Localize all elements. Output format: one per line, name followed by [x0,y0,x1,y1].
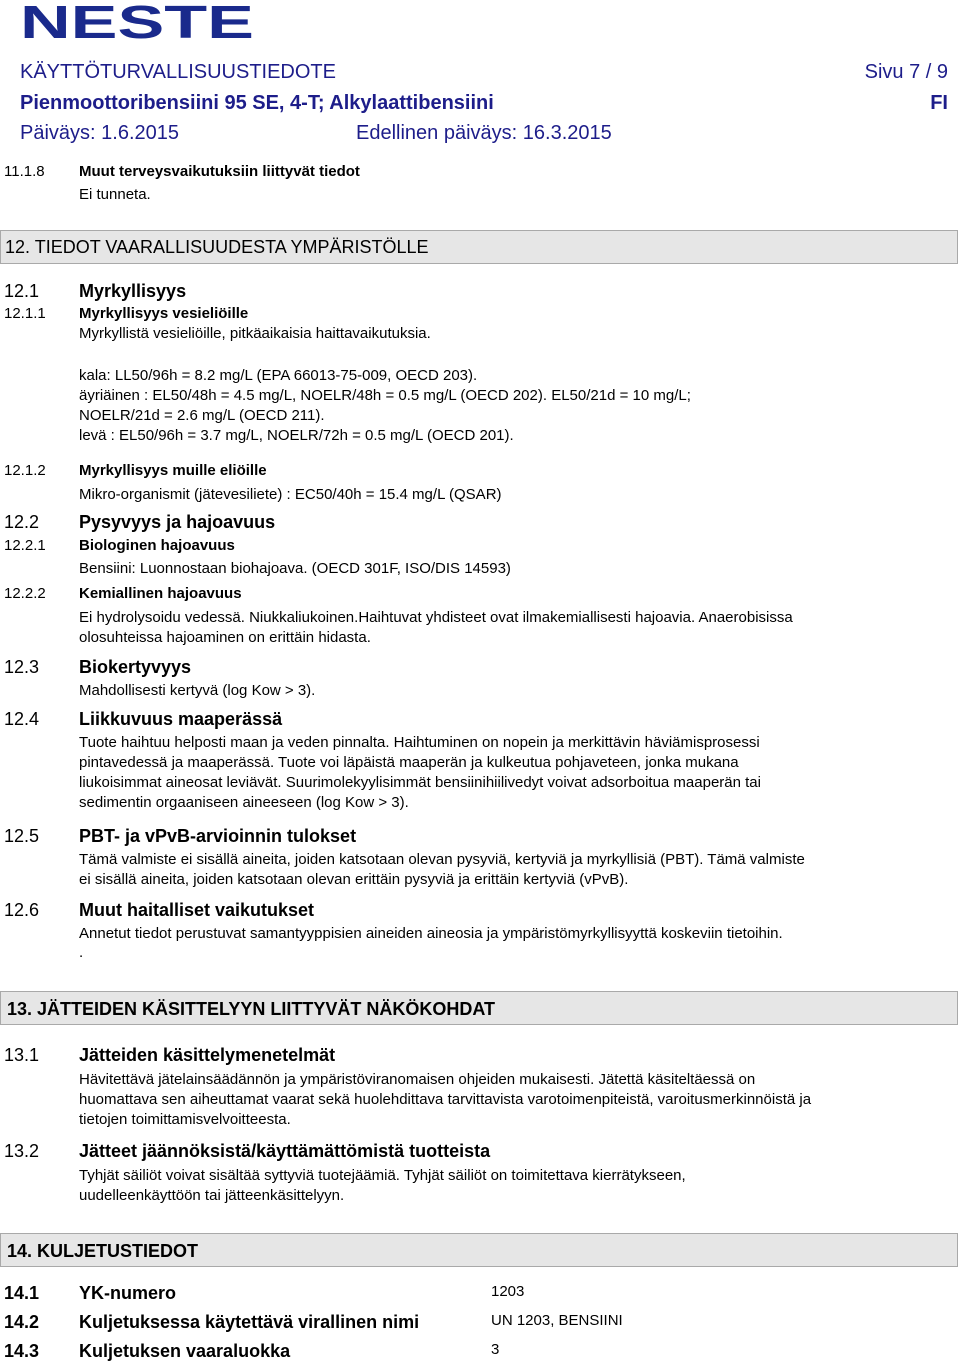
section-number: 13.2 [4,1141,40,1161]
paragraph-line: huomattava sen aiheuttamat vaarat sekä huolehdittava tarvittavista varotoimenpiteistä, varoitusmerkinnöistä ja [79,1091,812,1108]
paragraph: Mahdollisesti kertyvä (log Kow > 3). [79,682,316,699]
paragraph: Bensiini: Luonnostaan biohajoava. (OECD 301F, ISO/DIS 14593) [79,560,511,577]
un-number-value: 1203 [491,1283,525,1300]
issue-date: Päiväys: 1.6.2015 [20,122,179,144]
paragraph-line: äyriäinen : EL50/48h = 4.5 mg/L, NOELR/48h = 0.5 mg/L (OECD 202). EL50/21d = 10 mg/L; [79,387,691,404]
section-number: 12.1 [4,281,40,301]
paragraph-line: kala: LL50/96h = 8.2 mg/L (EPA 66013-75-009, OECD 203). [79,367,478,384]
section-12-title: 12. TIEDOT VAARALLISUUDESTA YMPÄRISTÖLLE [5,237,429,257]
paragraph: Mikro-organismit (jätevesiliete) : EC50/40h = 15.4 mg/L (QSAR) [79,486,502,503]
section-number: 14.1 [4,1283,40,1303]
section-number: 12.5 [4,826,40,846]
section-number: 12.2.2 [4,585,46,602]
paragraph-line: Tuote haihtuu helposti maan ja veden pinnalta. Haihtuminen on nopein ja merkittävin häviämisprosessi [79,734,760,751]
heading-mobility: Liikkuvuus maaperässä [79,709,283,729]
section-number: 12.3 [4,657,40,677]
paragraph-line: Ei hydrolysoidu vedessä. Niukkaliukoinen.Haihtuvat yhdisteet ovat ilmakemiallisesti hajoavia. Anaerobisissa [79,609,793,626]
language-code: FI [930,92,948,114]
section-13-title: 13. JÄTTEIDEN KÄSITTELYYN LIITTYVÄT NÄKÖKOHDAT [7,999,496,1019]
paragraph-line: olosuhteissa hajoaminen on erittäin hidasta. [79,629,371,646]
subsection-title: Muut terveysvaikutuksiin liittyvät tiedot [79,163,360,180]
paragraph-line: sedimentin orgaaniseen aineeseen (log Kow > 3). [79,794,409,811]
paragraph-line: uudelleenkäyttöön tai jätteenkäsittelyyn. [79,1187,345,1204]
previous-date: Edellinen päiväys: 16.3.2015 [356,122,612,144]
paragraph-line: tietojen toimittamisvelvoitteesta. [79,1111,291,1128]
section-number: 12.1.1 [4,305,46,322]
section-13-header [0,991,958,1025]
section-number: 14.3 [4,1341,40,1361]
paragraph-line: Tämä valmiste ei sisällä aineita, joiden katsotaan olevan pysyviä, kertyviä ja myrkyllisiä (PBT). Tämä valmiste [79,851,805,868]
heading-waste-methods: Jätteiden käsittelymenetelmät [79,1045,336,1065]
section-number: 12.6 [4,900,40,920]
heading-bioaccumulation: Biokertyvyys [79,657,192,677]
heading-hazard-class: Kuljetuksen vaaraluokka [79,1341,291,1361]
heading-other-effects: Muut haitalliset vaikutukset [79,900,315,920]
neste-logo [20,4,256,40]
section-12-header [0,230,958,264]
section-number: 11.1.8 [4,163,45,180]
paragraph-line: . [79,944,84,961]
section-14-header [0,1233,958,1267]
section-number: 12.2 [4,512,40,532]
product-name: Pienmoottoribensiini 95 SE, 4-T; Alkylaattibensiini [20,92,494,114]
heading-toxicity: Myrkyllisyys [79,281,187,301]
shipping-name-value: UN 1203, BENSIINI [491,1312,623,1329]
paragraph-line: liukoisimmat aineosat leviävät. Suurimolekyylisimmät bensiinihiilivedyt voivat adsorboitua maaperän tai [79,774,761,791]
section-number: 12.2.1 [4,537,46,554]
subsection-title: Myrkyllisyys muille eliöille [79,462,267,479]
paragraph-line: Myrkyllistä vesieliöille, pitkäaikaisia haittavaikutuksia. [79,325,431,342]
section-14-title: 14. KULJETUSTIEDOT [7,1241,199,1261]
logo-wordmark: NESTE [20,4,254,40]
heading-persistence: Pysyvyys ja hajoavuus [79,512,276,532]
heading-un-number: YK-numero [79,1283,177,1303]
section-number: 12.1.2 [4,462,46,479]
subsection-title: Myrkyllisyys vesieliöille [79,305,249,322]
page-number: Sivu 7 / 9 [864,61,948,83]
document-type: KÄYTTÖTURVALLISUUSTIEDOTE [20,61,336,83]
paragraph-line: Annetut tiedot perustuvat samantyyppisien aineiden aineosia ja ympäristömyrkyllisyyttä koskeviin tietoihin. [79,925,783,942]
paragraph: Ei tunneta. [79,186,151,203]
paragraph-line: pintavedessä ja maaperässä. Tuote voi läpäistä maaperän ja kulkeutua pohjaveteen, jonka mukana [79,754,739,771]
subsection-title: Biologinen hajoavuus [79,537,235,554]
heading-shipping-name: Kuljetuksessa käytettävä virallinen nimi [79,1312,420,1332]
paragraph-line: Tyhjät säiliöt voivat sisältää syttyviä tuotejäämiä. Tyhjät säiliöt on toimitettava kierrätykseen, [79,1167,686,1184]
section-number: 14.2 [4,1312,40,1332]
paragraph-line: ei sisällä aineita, joiden katsotaan olevan erittäin pysyviä ja erittäin kertyviä (vPvB). [79,871,629,888]
paragraph-line: NOELR/21d = 2.6 mg/L (OECD 211). [79,407,325,424]
section-number: 13.1 [4,1045,40,1065]
section-number: 12.4 [4,709,40,729]
heading-pbt: PBT- ja vPvB-arvioinnin tulokset [79,826,357,846]
paragraph-line: Hävitettävä jätelainsäädännön ja ympäristöviranomaisen ohjeiden mukaisesti. Jätettä käsiteltäessä on [79,1071,756,1088]
heading-waste-residues: Jätteet jäännöksistä/käyttämättömistä tuotteista [79,1141,491,1161]
paragraph-line: levä : EL50/96h = 3.7 mg/L, NOELR/72h = 0.5 mg/L (OECD 201). [79,427,514,444]
subsection-title: Kemiallinen hajoavuus [79,585,242,602]
hazard-class-value: 3 [491,1341,500,1358]
